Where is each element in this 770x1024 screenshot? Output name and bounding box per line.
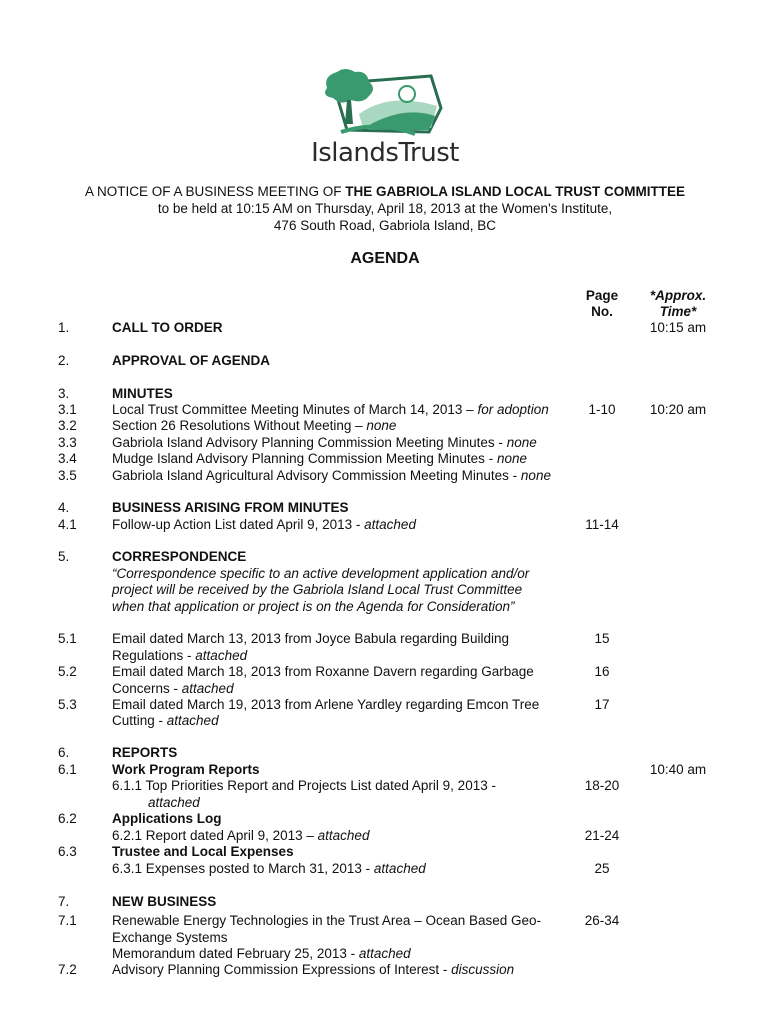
notice-line-1 [0, 183, 770, 200]
page-header-line-1: Page [585, 288, 619, 303]
agenda-item-text [112, 517, 572, 533]
agenda-row [0, 762, 770, 778]
agenda-item-text [112, 664, 572, 680]
notice-line-2: to be held at 10:15 AM on Thursday, April 18, 2013 at the Women's Institute, [157, 201, 613, 216]
agenda-item-status: none [496, 451, 527, 466]
agenda-item-text [112, 861, 572, 877]
agenda-item-label: Email dated March 19, 2013 from Arlene Yardley regarding Emcon Tree [112, 697, 540, 712]
agenda-item-number: 1. [58, 320, 70, 335]
agenda-item-text [112, 320, 572, 336]
agenda-row [0, 599, 770, 615]
agenda-row [0, 386, 770, 402]
agenda-row [0, 795, 770, 811]
committee-name: THE GABRIOLA ISLAND LOCAL TRUST COMMITTEE [345, 184, 686, 199]
agenda-row [0, 517, 770, 533]
islands-trust-logo [305, 66, 465, 170]
agenda-item-label: Concerns - [112, 681, 182, 696]
agenda-row [0, 320, 770, 336]
agenda-item-text [112, 762, 572, 778]
agenda-item-text [112, 353, 572, 369]
agenda-item-status: when that application or project is on the Agenda for Consideration” [112, 599, 515, 614]
agenda-item-page: 1-10 [588, 402, 616, 417]
agenda-item-label: BUSINESS ARISING FROM MINUTES [112, 500, 349, 515]
agenda-item-text [112, 500, 572, 516]
agenda-item-number: 6. [58, 745, 70, 760]
agenda-item-number: 6.2 [58, 811, 77, 826]
agenda-item-label: REPORTS [112, 745, 178, 760]
agenda-item-label: Email dated March 18, 2013 from Roxanne Davern regarding Garbage [112, 664, 534, 679]
agenda-item-label: Applications Log [112, 811, 222, 826]
agenda-item-number: 5. [58, 549, 70, 564]
agenda-item-text [112, 599, 572, 615]
agenda-item-label: Exchange Systems [112, 930, 228, 945]
agenda-item-page: 25 [594, 861, 610, 876]
page-header-line-2: No. [591, 304, 613, 320]
agenda-item-label: 6.3.1 Expenses posted to March 31, 2013 - [112, 861, 374, 876]
agenda-item-text [112, 402, 572, 418]
agenda-item-label: Regulations - [112, 648, 196, 663]
notice-prefix: A NOTICE OF A BUSINESS MEETING OF [84, 184, 346, 199]
agenda-row [0, 648, 770, 664]
agenda-item-text [112, 451, 572, 467]
agenda-item-text [112, 894, 572, 910]
agenda-item-status: attached [364, 517, 416, 532]
agenda-item-page: 26-34 [584, 913, 620, 928]
agenda-item-label: Gabriola Island Agricultural Advisory Commission Meeting Minutes - [112, 468, 521, 483]
agenda-item-number: 3.3 [58, 435, 77, 450]
agenda-item-status: “Correspondence specific to an active development application and/or [112, 566, 530, 581]
agenda-row [0, 713, 770, 729]
agenda-item-text [112, 828, 572, 844]
agenda-item-text [112, 566, 572, 582]
agenda-item-page: 16 [594, 664, 610, 679]
agenda-item-number: 5.3 [58, 697, 77, 712]
agenda-item-status: attached [166, 713, 219, 728]
agenda-item-number: 7.2 [58, 962, 77, 977]
agenda-item-text [112, 745, 572, 761]
agenda-row [0, 930, 770, 946]
agenda-row [0, 402, 770, 418]
agenda-item-number: 3.4 [58, 451, 77, 466]
agenda-item-label: Trustee and Local Expenses [112, 844, 294, 859]
agenda-item-page: 21-24 [584, 828, 620, 843]
agenda-row [0, 861, 770, 877]
agenda-item-number: 7. [58, 894, 70, 909]
agenda-item-text [112, 386, 572, 402]
page-title: AGENDA [350, 250, 420, 267]
agenda-item-label: 6.1.1 Top Priorities Report and Projects List dated April 9, 2013 - [112, 778, 496, 793]
islands-trust-tree-logo-icon [319, 66, 451, 138]
agenda-row [0, 566, 770, 582]
agenda-item-time: 10:20 am [649, 402, 707, 417]
agenda-item-number: 3.1 [58, 402, 77, 417]
agenda-item-label: Mudge Island Advisory Planning Commission Meeting Minutes - [112, 451, 497, 466]
agenda-item-number: 6.1 [58, 762, 77, 777]
agenda-row [0, 435, 770, 451]
agenda-item-label: Local Trust Committee Meeting Minutes of March 14, 2013 – [112, 402, 478, 417]
agenda-item-text [112, 549, 572, 565]
agenda-item-number: 6.3 [58, 844, 77, 859]
agenda-item-status: none [520, 468, 551, 483]
agenda-item-number: 4.1 [58, 517, 77, 532]
agenda-item-status: project will be received by the Gabriola Island Local Trust Committee [112, 582, 523, 597]
agenda-item-text [112, 913, 572, 929]
time-header-line-1: *Approx. [649, 288, 707, 303]
agenda-item-text [112, 844, 572, 860]
agenda-item-text [112, 418, 572, 434]
agenda-row [0, 811, 770, 827]
agenda-item-text [112, 778, 572, 794]
agenda-row [0, 681, 770, 697]
agenda-item-text [112, 930, 572, 946]
agenda-row [0, 631, 770, 647]
agenda-item-label: Gabriola Island Advisory Planning Commission Meeting Minutes - [112, 435, 507, 450]
agenda-item-text [112, 697, 572, 713]
agenda-row [0, 745, 770, 761]
agenda-row [0, 582, 770, 598]
agenda-item-status: none [506, 435, 537, 450]
agenda-item-label: Renewable Energy Technologies in the Trust Area – Ocean Based Geo- [112, 913, 542, 928]
agenda-item-status: for adoption [477, 402, 549, 417]
agenda-item-status: none [366, 418, 397, 433]
agenda-item-label: Email dated March 13, 2013 from Joyce Babula regarding Building [112, 631, 509, 646]
agenda-item-text [112, 435, 572, 451]
agenda-item-text [112, 962, 572, 978]
agenda-item-page: 15 [594, 631, 610, 646]
agenda-item-number: 3.5 [58, 468, 77, 483]
agenda-item-label: CALL TO ORDER [112, 320, 223, 335]
agenda-row [0, 664, 770, 680]
agenda-item-time: 10:40 am [649, 762, 707, 777]
agenda-row [0, 549, 770, 565]
meeting-notice [0, 183, 770, 234]
agenda-item-status: attached [148, 795, 200, 810]
agenda-item-label: Follow-up Action List dated April 9, 2013 - [112, 517, 365, 532]
agenda-item-number: 4. [58, 500, 70, 515]
agenda-item-page: 18-20 [584, 778, 620, 793]
agenda-item-label: APPROVAL OF AGENDA [112, 353, 271, 368]
agenda-row [0, 894, 770, 910]
agenda-item-label: Memorandum dated February 25, 2013 - [112, 946, 359, 961]
agenda-item-number: 7.1 [58, 913, 77, 928]
agenda-item-status: discussion [451, 962, 515, 977]
agenda-item-status: attached [181, 681, 234, 696]
agenda-item-time: 10:15 am [649, 320, 707, 335]
agenda-item-text [112, 681, 572, 697]
agenda-row [0, 353, 770, 369]
agenda-row [0, 418, 770, 434]
notice-line-3: 476 South Road, Gabriola Island, BC [273, 218, 497, 233]
agenda-item-label: CORRESPONDENCE [112, 549, 247, 564]
agenda-row [0, 844, 770, 860]
agenda-item-status: attached [317, 828, 370, 843]
agenda-item-status: attached [373, 861, 426, 876]
agenda-item-status: attached [358, 946, 411, 961]
agenda-row [0, 913, 770, 929]
agenda-row [0, 451, 770, 467]
agenda-item-text [112, 713, 572, 729]
agenda-item-label: Cutting - [112, 713, 167, 728]
time-header-line-2: Time* [659, 304, 697, 320]
agenda-item-text [112, 582, 572, 598]
agenda-row [0, 697, 770, 713]
agenda-row [0, 778, 770, 794]
agenda-row [0, 962, 770, 978]
agenda-item-text [112, 648, 572, 664]
agenda-item-number: 5.1 [58, 631, 77, 646]
agenda-row [0, 468, 770, 484]
agenda-item-page: 11-14 [585, 517, 619, 532]
logo-wordmark: IslandsTrust [311, 138, 459, 168]
agenda-item-label: 6.2.1 Report dated April 9, 2013 – [112, 828, 318, 843]
agenda-item-text [112, 631, 572, 647]
agenda-item-label: Advisory Planning Commission Expressions of Interest - [112, 962, 452, 977]
page-number-column-header [570, 288, 634, 321]
agenda-item-label: Work Program Reports [112, 762, 260, 777]
agenda-row [0, 946, 770, 962]
agenda-item-label: Section 26 Resolutions Without Meeting – [112, 418, 367, 433]
agenda-item-number: 3.2 [58, 418, 77, 433]
approx-time-column-header [640, 288, 716, 321]
agenda-item-number: 3. [58, 386, 70, 401]
agenda-item-label: NEW BUSINESS [112, 894, 217, 909]
agenda-item-page: 17 [594, 697, 610, 712]
agenda-row [0, 500, 770, 516]
agenda-item-text [112, 946, 572, 962]
agenda-item-text [112, 468, 572, 484]
agenda-item-status: attached [195, 648, 248, 663]
agenda-item-number: 5.2 [58, 664, 77, 679]
agenda-item-text [112, 811, 572, 827]
agenda-row [0, 828, 770, 844]
agenda-item-number: 2. [58, 353, 70, 368]
agenda-item-label: MINUTES [112, 386, 173, 401]
agenda-item-text [148, 795, 608, 811]
